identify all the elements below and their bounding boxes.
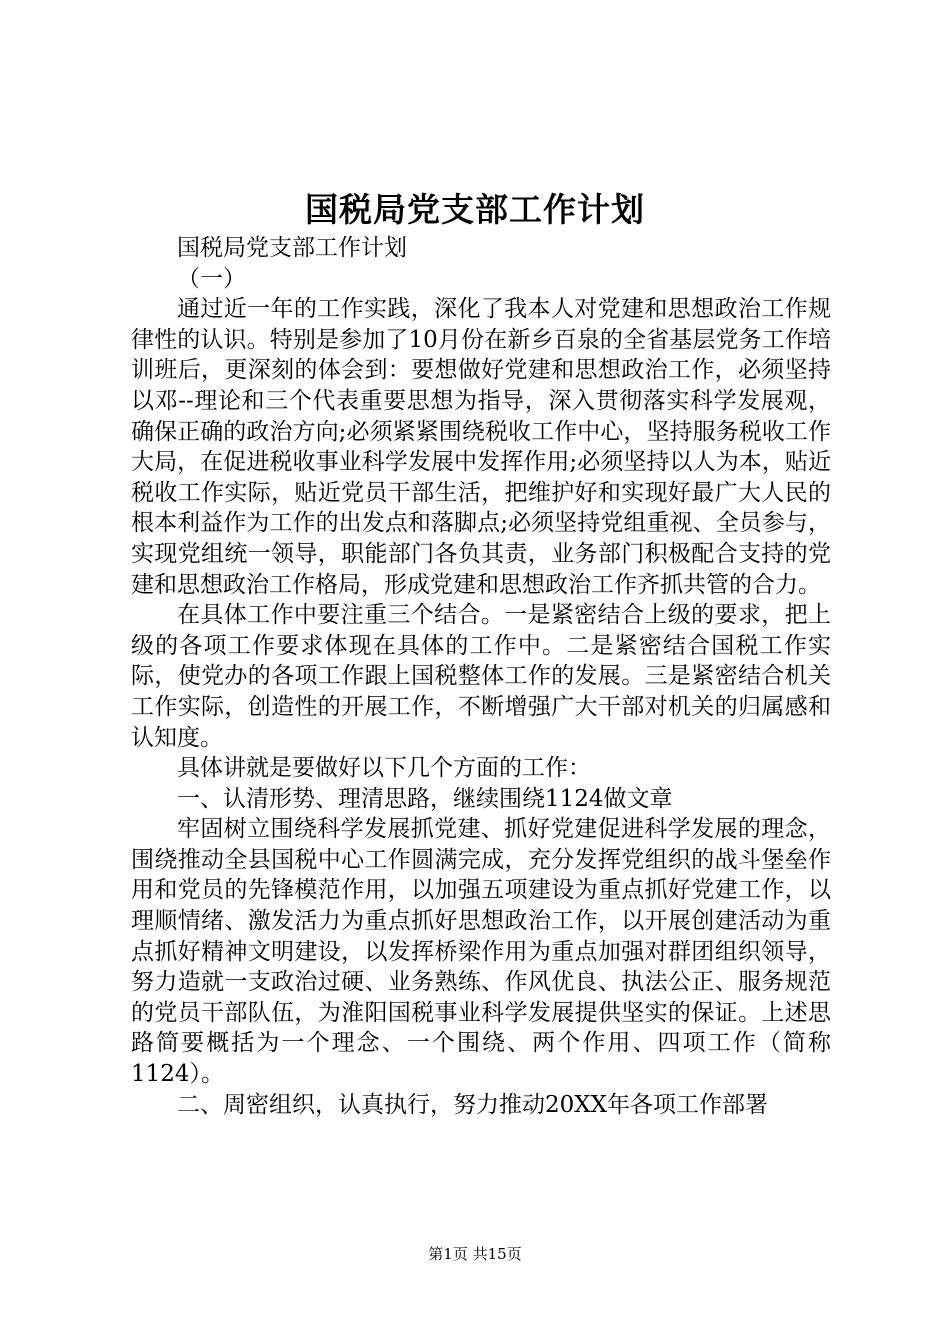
body-paragraph: 牢固树立围绕科学发展抓党建、抓好党建促进科学发展的理念，围绕推动全县国税中心工作圆满完成，充分发挥党组织的战斗堡垒作用和党员的先锋模范作用，以加强五项建设为重点抓好党建工作，以理顺情绪、激发活力为重点抓好思想政治工作，以开展创建活动为重点抓好精神文明建设，以发挥桥梁作用为重点加强对群团组织领导，努力造就一支政治过硬、业务熟练、作风优良、执法公正、服务规范的党员干部队伍，为淮阳国税事业科学发展提供坚实的保证。上述思路简要概括为一个理念、一个围绕、两个作用、四项工作（简称1124）。 [131, 816, 831, 1088]
body-paragraph: 通过近一年的工作实践，深化了我本人对党建和思想政治工作规律性的认识。特别是参加了10月份在新乡百泉的全省基层党务工作培训班后，更深刻的体会到：要想做好党建和思想政治工作，必须坚持以邓--理论和三个代表重要思想为指导，深入贯彻落实科学发展观，确保正确的政治方向;必须紧紧围绕税收工作中心，坚持服务税收工作大局，在促进税收事业科学发展中发挥作用;必须坚持以人为本，贴近税收工作实际，贴近党员干部生活，把维护好和实现好最广大人民的根本利益作为工作的出发点和落脚点;必须坚持党组重视、全员参与，实现党组统一领导，职能部门各负其责，业务部门积极配合支持的党建和思想政治工作格局，形成党建和思想政治工作齐抓共管的合力。 [131, 296, 831, 598]
subtitle-paragraph: 国税局党支部工作计划 [177, 235, 407, 261]
body-paragraph: 具体讲就是要做好以下几个方面的工作： [177, 755, 591, 782]
document-body [131, 233, 831, 1120]
document-title: 国税局党支部工作计划 [305, 190, 645, 229]
section-heading: 二、周密组织，认真执行，努力推动20XX年各项工作部署 [177, 1091, 769, 1118]
section-heading: 一、认清形势、理清思路，继续围绕1124做文章 [177, 785, 673, 812]
page-footer: 第1页 共15页 [428, 1245, 522, 1263]
body-paragraph: 在具体工作中要注重三个结合。一是紧密结合上级的要求，把上级的各项工作要求体现在具体的工作中。二是紧密结合国税工作实际，使党办的各项工作跟上国税整体工作的发展。三是紧密结合机关工作实际，创造性的开展工作，不断增强广大干部对机关的归属感和认知度。 [131, 602, 831, 751]
section-number-paragraph: （一） [177, 265, 246, 292]
